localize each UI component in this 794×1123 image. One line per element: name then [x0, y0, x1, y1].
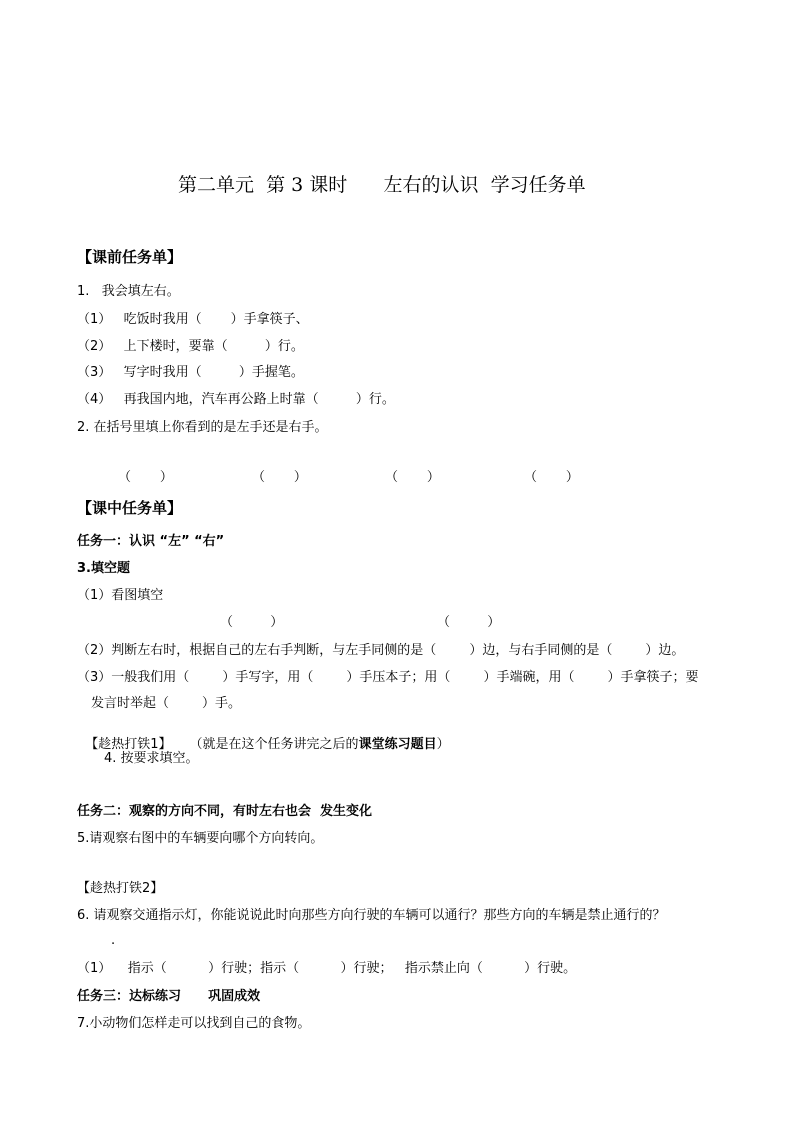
q3-sub2: （2）判断左右时，根据自己的左右手判断，与左手同侧的是（ ）边，与右手同侧的是（ ）边。 [77, 643, 685, 658]
q3-title: 3.填空题 [77, 561, 130, 576]
q1-item-3: （3） 写字时我用（ ）手握笔。 [77, 365, 304, 380]
q2-blank-3: （ ） [385, 470, 440, 485]
q6-prompt: 6. 请观察交通指示灯，你能说说此时向那些方向行驶的车辆可以通行？那些方向的车辆是禁止通行的？ [77, 908, 666, 923]
q3-sub1-blank-1: （ ） [220, 615, 284, 630]
q7-prompt: 7.小动物们怎样走可以找到自己的食物。 [77, 1016, 311, 1031]
page-title: 第二单元 第 3 课时 左右的认识 学习任务单 [178, 174, 586, 196]
pre-class-header: 【课前任务单】 [77, 248, 183, 266]
q3-sub1-blank-2: （ ） [437, 615, 501, 630]
q2-blank-2: （ ） [252, 470, 307, 485]
q6-dot: . [111, 933, 116, 948]
q3-sub3-line2: 发言时举起（ ）手。 [91, 696, 242, 711]
task2-title: 任务二：观察的方向不同，有时左右也会 发生变化 [77, 804, 373, 819]
practice-1-note-bold: 课堂练习题目 [358, 737, 437, 752]
practice-1-note-post: ） [436, 737, 450, 752]
q2-prompt: 2. 在括号里填上你看到的是左手还是右手。 [77, 420, 328, 435]
task1-title: 任务一：认识 “左” “右” [77, 534, 225, 549]
q6-answer: （1） 指示（ ）行驶；指示（ ）行驶； 指示禁止向（ ）行驶。 [77, 961, 577, 976]
q2-blank-4: （ ） [524, 470, 579, 485]
q5-prompt: 5.请观察右图中的车辆要向哪个方向转向。 [77, 831, 324, 846]
q3-sub1: （1）看图填空 [77, 588, 164, 603]
q3-sub3-line1: （3）一般我们用（ ）手写字，用（ ）手压本子；用（ ）手端碗，用（ ）手拿筷子；要 [77, 670, 699, 685]
practice-1-line [77, 725, 450, 751]
q1-item-4: （4） 再我国内地，汽车再公路上时靠（ ）行。 [77, 392, 395, 407]
q4-prompt: 4. 按要求填空。 [104, 751, 199, 766]
practice-1-note-pre: （就是在这个任务讲完之后的 [189, 737, 359, 752]
practice-2-label: 【趁热打铁2】 [77, 881, 164, 896]
q1-prompt: 1. 我会填左右。 [77, 284, 180, 299]
q2-blank-1: （ ） [118, 470, 173, 485]
task3-title: 任务三：达标练习 巩固成效 [77, 989, 261, 1004]
q1-item-1: （1） 吃饭时我用（ ）手拿筷子、 [77, 312, 309, 327]
in-class-header: 【课中任务单】 [77, 499, 183, 517]
q1-item-2: （2） 上下楼时，要靠（ ）行。 [77, 339, 304, 354]
practice-1-label: 【趁热打铁1】 [85, 737, 172, 752]
